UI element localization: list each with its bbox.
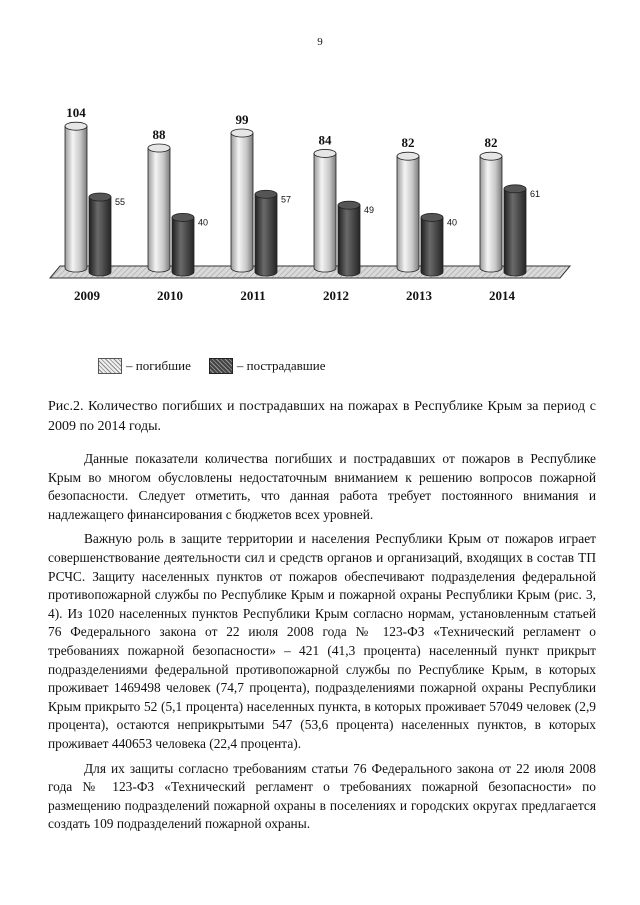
bar-top <box>255 190 277 198</box>
bar-body <box>504 189 526 276</box>
bar-top <box>148 144 170 152</box>
bar-top <box>338 201 360 209</box>
x-tick-label-2014: 2014 <box>489 288 515 303</box>
bar-top <box>397 152 419 160</box>
data-label-injured-2012: 49 <box>364 205 375 216</box>
bar-body <box>65 126 87 272</box>
bar-top <box>231 129 253 137</box>
bar-body <box>397 156 419 272</box>
legend-swatch-dead <box>98 358 122 374</box>
x-tick-label-2012: 2012 <box>323 288 349 303</box>
x-tick-label-2011: 2011 <box>240 288 266 303</box>
bar-body <box>314 153 336 272</box>
chart-legend <box>98 358 344 374</box>
legend-item-injured <box>209 358 326 374</box>
bar-top <box>314 149 336 157</box>
paragraph: Для их защиты согласно требованиям статьи 76 Федерального закона от 22 июля 2008 года № 123-ФЗ «Технический регламент о требованиях пожарной безопасности» по размещению подразделений пожарной охраны в поселениях и городских округах предлагается создать 109 подразделений пожарной охраны. <box>48 760 596 832</box>
x-tick-label-2013: 2013 <box>406 288 432 303</box>
bar-chart <box>40 85 580 310</box>
paragraph: Важную роль в защите территории и населения Республики Крым от пожаров играет совершенствование деятельности сил и средств органов и организаций, входящих в состав ТП РСЧС. Защиту населенных пунктов от пожаров обеспечивают подразделения федеральной противопожарной службы по Республике Крым и пожарной охраны Республики Крым (рис. 3, 4). Из 1020 населенных пунктов Республики Крым согласно нормам, установленным статьей 76 Федерального закона от 22 июля 2008 года № 123-ФЗ «Технический регламент о требованиях пожарной безопасности» – 421 (41,3 процента) населенный пункт прикрыт подразделениями федеральной противопожарной службы по Республике Крым, в которых проживает 1469498 человек (74,7 процента), подразделениями пожарной охраны Республики Крым прикрыто 52 (5,1 процента) населенных пункта, в которых проживает 57049 человек (2,9 процента), остаются неприкрытыми 547 (53,6 процента) населенных пунктов, в которых проживает 440653 человека (22,4 процента). <box>48 531 596 751</box>
bar-body <box>421 217 443 276</box>
data-label-dead-2014: 82 <box>484 135 498 151</box>
bar-body <box>255 194 277 276</box>
bar-injured-2014 <box>504 185 526 276</box>
data-label-dead-2010: 88 <box>152 127 166 142</box>
bar-injured-2013 <box>421 213 443 276</box>
bar-body <box>148 148 170 272</box>
body-text <box>48 450 596 840</box>
legend-swatch-injured <box>209 358 233 374</box>
bar-top <box>480 152 502 160</box>
bar-dead-2013 <box>397 152 419 272</box>
x-tick-label-2010: 2010 <box>157 288 183 303</box>
data-label-dead-2009: 104 <box>66 105 86 121</box>
figure-caption: Рис.2. Количество погибших и пострадавших на пожарах в Республике Крым за период с 2009 по 2014 годы. <box>48 399 596 434</box>
bar-injured-2011 <box>255 190 277 276</box>
bar-body <box>338 205 360 276</box>
bar-top <box>421 213 443 221</box>
data-label-dead-2011: 99 <box>235 112 249 127</box>
bar-injured-2012 <box>338 201 360 276</box>
bar-dead-2012 <box>314 149 336 272</box>
bar-top <box>89 193 111 201</box>
paragraph: Данные показатели количества погибших и пострадавших от пожаров в Республике Крым во многом обусловлены недостаточным вниманием к решению вопросов пожарной безопасности. Следует отметить, что данная работа требует постоянного внимания и надлежащего финансирования с бюджетов всех уровней. <box>48 451 596 522</box>
legend-label-dead: – погибшие <box>126 358 191 373</box>
legend-label-injured: – пострадавшие <box>236 358 326 373</box>
bar-top <box>504 185 526 193</box>
data-label-dead-2013: 82 <box>401 135 415 151</box>
bar-body <box>480 156 502 272</box>
data-label-injured-2014: 61 <box>530 188 541 199</box>
data-label-injured-2013: 40 <box>447 217 458 228</box>
data-label-injured-2011: 57 <box>281 194 292 205</box>
x-tick-label-2009: 2009 <box>74 288 100 303</box>
data-label-injured-2009: 55 <box>115 197 126 207</box>
bar-dead-2010 <box>148 144 170 272</box>
bar-dead-2009 <box>65 122 87 272</box>
bar-injured-2010 <box>172 213 194 276</box>
legend-item-dead <box>98 358 191 374</box>
bar-top <box>65 122 87 130</box>
bar-dead-2014 <box>480 152 502 272</box>
bar-body <box>172 217 194 276</box>
bar-body <box>231 133 253 272</box>
bar-top <box>172 213 194 221</box>
bar-body <box>89 197 111 276</box>
data-label-dead-2012: 84 <box>318 132 332 148</box>
page-number: 9 <box>317 36 323 48</box>
bar-dead-2011 <box>231 129 253 272</box>
bar-injured-2009 <box>89 193 111 276</box>
data-label-injured-2010: 40 <box>198 217 209 228</box>
